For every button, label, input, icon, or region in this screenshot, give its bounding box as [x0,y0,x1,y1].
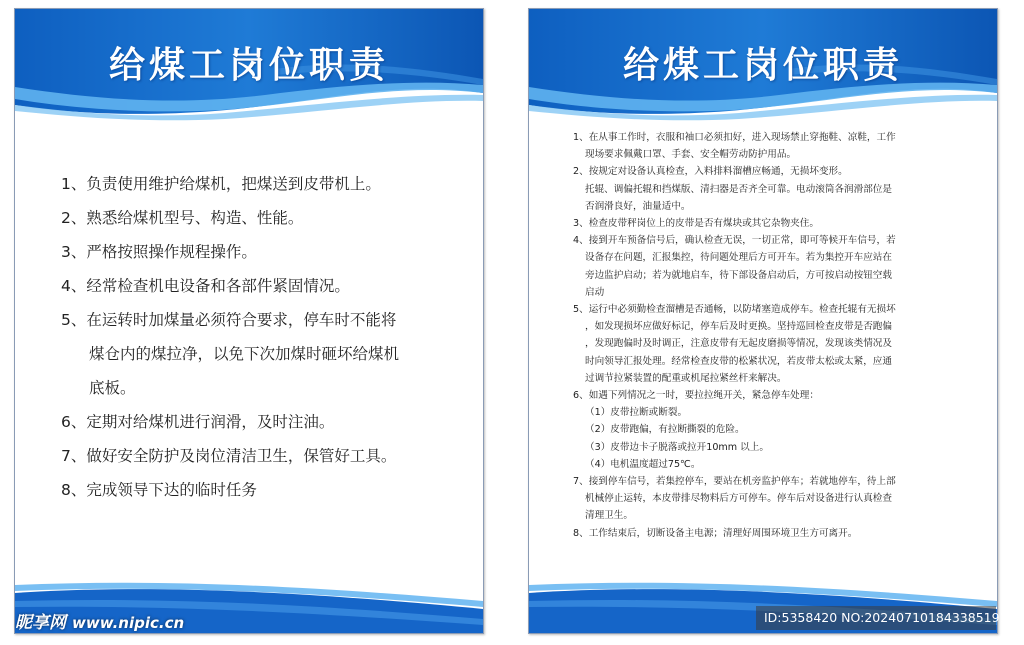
page-title: 给煤工岗位职责 [622,45,903,86]
poster-right [528,8,998,634]
duty-list [61,167,461,507]
image-id-watermark: ID:5358420 NO:20240710184338519102 [756,606,996,630]
list-item: 2、熟悉给煤机型号、构造、性能。 [61,209,304,227]
site-name: 昵享网 [15,613,66,633]
list-item: 清理卫生。 [585,510,633,522]
poster-left [14,8,484,634]
list-item: （4）电机温度超过75℃。 [585,458,701,470]
site-watermark [15,608,184,633]
list-item: （2）皮带跑偏，有拉断撕裂的危险。 [585,424,745,436]
list-item: 6、定期对给煤机进行润滑，及时注油。 [61,413,335,431]
list-item: ，发现跑偏时及时调正，注意皮带有无起皮磨损等情况，发现该类情况及 [585,338,892,350]
list-item: 过调节拉紧装置的配重或机尾拉紧丝杆来解决。 [585,372,787,384]
list-item: 煤仓内的煤拉净，以免下次加煤时砸坏给煤机 [89,345,400,363]
list-item: 4、经常检查机电设备和各部件紧固情况。 [61,277,350,295]
list-item: 6、如遇下列情况之一时，要拉拉绳开关，紧急停车处理： [573,390,819,402]
list-item: 否润滑良好，油量适中。 [585,200,691,212]
list-item: 5、在运转时加煤量必须符合要求，停车时不能将 [61,311,397,329]
list-item: 7、做好安全防护及岗位清洁卫生，保管好工具。 [61,447,397,465]
list-item: 2、按规定对设备认真检查，入料排料溜槽应畅通，无损坏变形。 [573,166,848,178]
list-item: 3、检查皮带秤岗位上的皮带是否有煤块或其它杂物夹住。 [573,218,819,230]
duty-detail-list [573,129,967,542]
list-item: 旁边监护启动；若为就地启车，待下部设备启动后，方可按启动按钮空载 [585,269,892,281]
list-item: 4、接到开车预备信号后，确认检查无误，一切正常，即可等候开车信号，若 [573,235,896,247]
list-item: 现场要求佩戴口罩、手套、安全帽劳动防护用品。 [585,149,797,161]
header-banner [529,9,997,121]
list-item: （1）皮带拉断或断裂。 [585,407,688,419]
site-url: www.nipic.cn [72,614,185,632]
list-item: 5、运行中必须勤检查溜槽是否通畅，以防堵塞造成停车。检查托辊有无损坏 [573,304,896,316]
list-item: 托辊、调偏托辊和挡煤版、清扫器是否齐全可靠。电动滚筒各润滑部位是 [585,183,892,195]
list-item: 1、在从事工作时，衣服和袖口必须扣好，进入现场禁止穿拖鞋、凉鞋，工作 [573,132,896,143]
list-item: 7、接到停车信号，若集控停车，要站在机旁监护停车；若就地停车，待上部 [573,476,896,488]
list-item: 8、工作结束后，切断设备主电源；清理好周围环境卫生方可离开。 [573,527,858,539]
list-item: 机械停止运转，本皮带排尽物料后方可停车。停车后对设备进行认真检查 [585,493,892,505]
list-item: 1、负责使用维护给煤机，把煤送到皮带机上。 [61,175,381,193]
list-item: 设备存在问题，汇报集控，待问题处理后方可开车。若为集控开车应站在 [585,252,892,264]
list-item: 底板。 [89,379,136,397]
list-item: ，如发现损坏应做好标记，停车后及时更换。坚持巡回检查皮带是否跑偏 [585,321,892,333]
page-title: 给煤工岗位职责 [108,45,389,86]
list-item: 时向领导汇报处理。经常检查皮带的松紧状况，若皮带太松或太紧，应通 [585,355,892,367]
list-item: 3、严格按照操作规程操作。 [61,243,257,261]
list-item: 启动 [585,286,605,298]
list-item: （3）皮带边卡子脱落或拉开10mm 以上。 [585,441,769,453]
list-item: 8、完成领导下达的临时任务 [61,481,257,499]
header-banner [15,9,483,121]
